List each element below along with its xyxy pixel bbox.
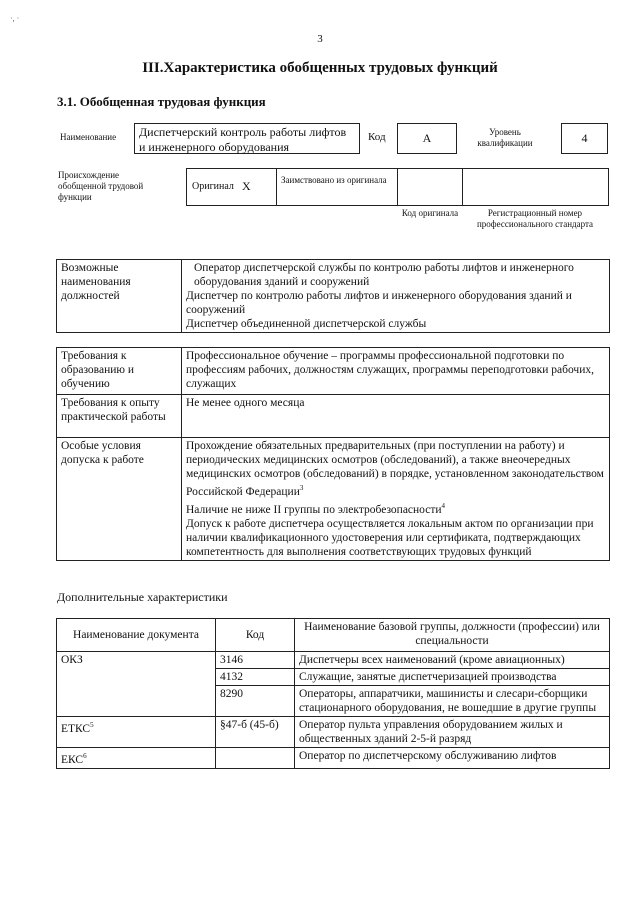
original-mark: X <box>242 179 251 193</box>
borrowed-cell: Заимствовано из оригинала <box>276 168 398 206</box>
level-label: Уровень квалификации <box>477 127 533 148</box>
code-value: А <box>397 123 457 154</box>
positions-label: Возможные наименования должностей <box>57 260 182 333</box>
code-original-label: Код оригинала <box>401 208 459 218</box>
positions-table <box>56 259 610 333</box>
page-number: 3 <box>317 33 323 45</box>
table-row <box>57 348 610 395</box>
cell-doc: ЕТКС$^5$ <box>57 717 216 748</box>
positions-list <box>182 260 610 333</box>
additional-table <box>56 618 610 769</box>
footnote: 4 <box>441 501 446 510</box>
req-value: Не менее одного месяца <box>182 395 610 438</box>
header-doc: Наименование документа <box>57 619 216 652</box>
code-original-cell <box>397 168 463 206</box>
table-header <box>57 619 610 652</box>
req-line: Прохождение обязательных предварительных (при поступлении на работу) и периодических медицинских осмотров (обследований), а также внеочередных медицинских осмотров (обследований) в порядке, установленном законодательством Российской Федерации <box>186 440 604 498</box>
cell-name: Служащие, занятые диспетчеризацией производства <box>295 669 610 686</box>
footnote: 3 <box>299 484 304 492</box>
level-value: 4 <box>561 123 608 154</box>
req-label: Особые условия допуска к работе <box>57 438 182 561</box>
table-row <box>57 717 610 748</box>
cell-code: 3146 <box>216 652 295 669</box>
header-code: Код <box>216 619 295 652</box>
cell-name: Оператор пульта управления оборудованием жилых и общественных зданий 2-5-й разряд <box>295 717 610 748</box>
table-row <box>57 438 610 561</box>
req-line: Наличие не ниже II группы по электробезопасности <box>186 503 442 516</box>
reg-number-label: Регистрационный номер профессионального стандарта <box>476 208 594 229</box>
corner-marks: ·, · <box>10 14 20 23</box>
req-label: Требования к опыту практической работы <box>57 395 182 438</box>
cell-name: Оператор по диспетчерскому обслуживанию лифтов <box>295 748 610 769</box>
cell-code <box>216 748 295 769</box>
cell-name: Диспетчеры всех наименований (кроме авиационных) <box>295 652 610 669</box>
original-cell <box>186 168 277 206</box>
table-row <box>57 395 610 438</box>
position-item: Диспетчер по контролю работы лифтов и инженерного оборудования зданий и сооружений <box>186 290 572 316</box>
header-name: Наименование базовой группы, должности (профессии) или специальности <box>295 619 610 652</box>
req-line: Допуск к работе диспетчера осуществляется локальным актом по организации при наличии квалификационного удостоверения или сертификата, подтверждающих компетентность для выполнения соответствующих трудовых функций <box>186 517 594 558</box>
additional-title: Дополнительные характеристики <box>57 590 228 604</box>
table-row <box>57 652 610 669</box>
req-label: Требования к образованию и обучению <box>57 348 182 395</box>
name-label: Наименование <box>60 132 117 142</box>
cell-doc: ЕКС$^6$ <box>57 748 216 769</box>
origin-label: Происхождение обобщенной трудовой функции <box>58 170 144 202</box>
reg-number-cell <box>462 168 609 206</box>
req-value <box>182 438 610 561</box>
cell-name: Операторы, аппаратчики, машинисты и слесари-сборщики стационарного оборудования, не вошедшие в другие группы <box>295 686 610 717</box>
table-row <box>57 748 610 769</box>
subsection-title: 3.1. Обобщенная трудовая функция <box>57 94 266 109</box>
name-value: Диспетчерский контроль работы лифтов и инженерного оборудования <box>134 123 360 154</box>
footnote: 5 <box>90 721 94 729</box>
position-item: Оператор диспетчерской службы по контролю работы лифтов и инженерного оборудования зданий и сооружений <box>194 262 574 288</box>
original-label: Оригинал <box>192 181 234 192</box>
cell-code: 4132 <box>216 669 295 686</box>
cell-code: 8290 <box>216 686 295 717</box>
requirements-table <box>56 347 610 561</box>
cell-code: §47-б (45-б) <box>216 717 295 748</box>
footnote: 6 <box>83 752 87 760</box>
section-title: III.Характеристика обобщенных трудовых функций <box>142 60 498 76</box>
req-value: Профессиональное обучение – программы профессиональной подготовки по профессиям рабочих, должностям служащих, программы переподготовки рабочих, служащих <box>182 348 610 395</box>
cell-doc: ОКЗ <box>57 652 216 717</box>
code-label: Код <box>368 131 386 143</box>
position-item: Диспетчер объединенной диспетчерской службы <box>186 318 427 330</box>
